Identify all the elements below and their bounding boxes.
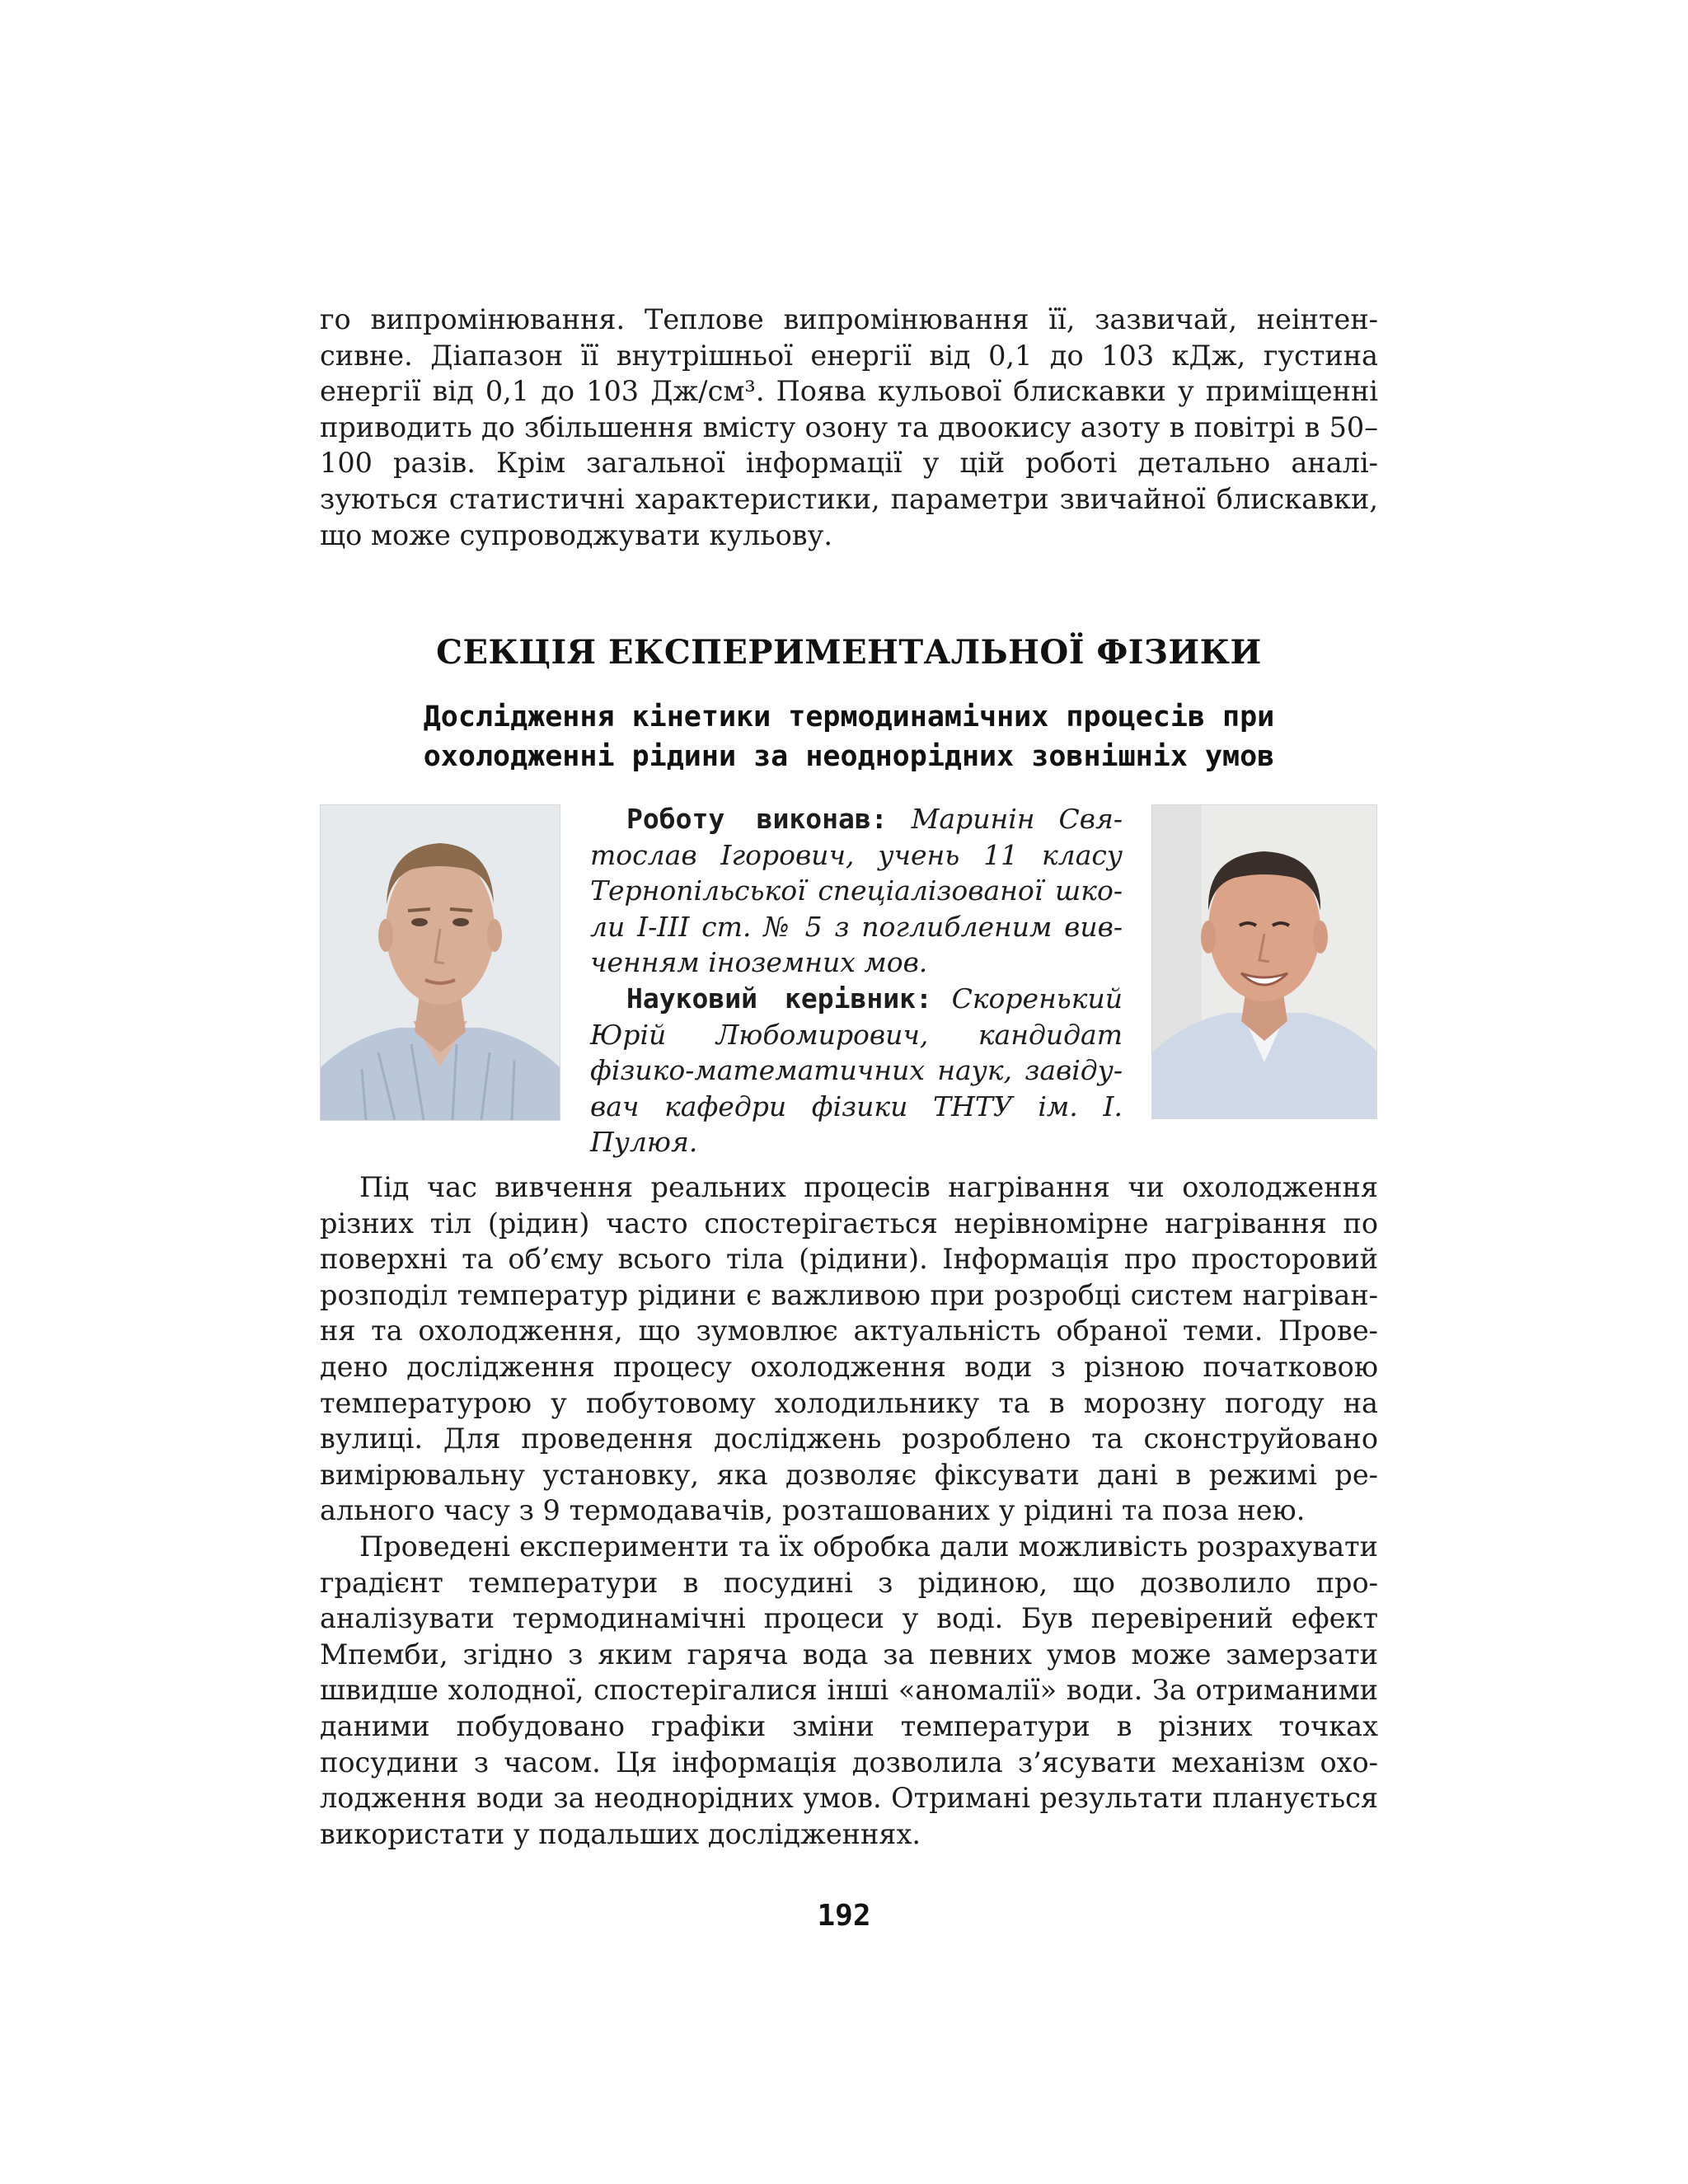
author-portrait-image — [321, 805, 560, 1120]
author-label: Роботу виконав: — [626, 803, 888, 835]
credits-block — [590, 801, 1123, 1160]
paper-title — [320, 697, 1378, 776]
paper-title-line-1: Дослідження кінетики термодинамічних процесів при — [423, 701, 1275, 733]
paper-title-line-2: охолодженні рідини за неоднорідних зовнішніх умов — [423, 740, 1275, 773]
intro-paragraph: го випромінювання. Теплове випромінювання її, зазвичай, неінтенсивне. Діапазон її внутрішньої енергії від 0,1 до 103 кДж, густина енергії від 0,1 до 103 Дж/см³. Поява кульової блискавки у приміщенні приводить до збільшення вмісту озону та двоокису азоту в повітрі в 50–100 разів. Крім загальної інформації у цій роботі детально аналізуються статистичні характеристики, параметри звичайної блискавки, що може супроводжувати кульову. — [320, 303, 1378, 551]
advisor-label: Науковий керівник: — [626, 982, 932, 1015]
body-paragraph-1: Під час вивчення реальних процесів нагрівання чи охолодження різних тіл (рідин) часто спостерігається нерівномірне нагрівання по поверхні та об’єму всього тіла (рідини). Інформація про просторовий розподіл температур рідини є важливою при розробці систем нагрівання та охолодження, що зумовлює актуальність обраної теми. Проведено дослідження процесу охолодження води з різною початковою температурою у побутовому холодильнику та в морозну погоду на вулиці. Для проведення досліджень розроблено та сконструйовано вимірювальну установку, яка дозволяє фіксувати дані в режимі реального часу з 9 термодавачів, розташованих у рідині та поза нею. — [320, 1171, 1378, 1527]
intro-text-block — [320, 302, 1378, 553]
author-credit — [590, 801, 1123, 981]
advisor-portrait-image — [1152, 805, 1376, 1118]
advisor-photo — [1151, 804, 1377, 1119]
author-details: Маринін Святослав Ігорович, учень 11 класу Тернопільської спеціалізованої школи І-ІІІ ст. № 5 з поглибленим вивченням іноземних мов. — [590, 803, 1123, 979]
section-title: СЕКЦІЯ ЕКСПЕРИМЕНТАЛЬНОЇ ФІЗИКИ — [436, 633, 1262, 672]
advisor-details: Скоренький Юрій Любомирович, кандидат фізико-математичних наук, завідувач кафедри фізики ТНТУ ім. І. Пулюя. — [590, 982, 1123, 1159]
page-number: 192 — [817, 1899, 871, 1933]
author-photo — [320, 804, 560, 1121]
abstract-text-block — [320, 1169, 1378, 1852]
body-paragraph-2: Проведені експерименти та їх обробка дали можливість розрахувати градієнт температури в посудині з рідиною, що дозволило проаналізувати термодинамічні процеси у воді. Був перевірений ефект Мпемби, згідно з яким гаряча вода за певних умов може замерзати швидше холодної, спостерігалися інші «аномалії» води. За отриманими даними побудовано графіки зміни температури в різних точках посудини з часом. Ця інформація дозволила з’ясувати механізм охолодження води за неоднорідних умов. Отримані результати планується використати у подальших дослідженнях. — [320, 1530, 1378, 1850]
advisor-credit — [590, 981, 1123, 1160]
